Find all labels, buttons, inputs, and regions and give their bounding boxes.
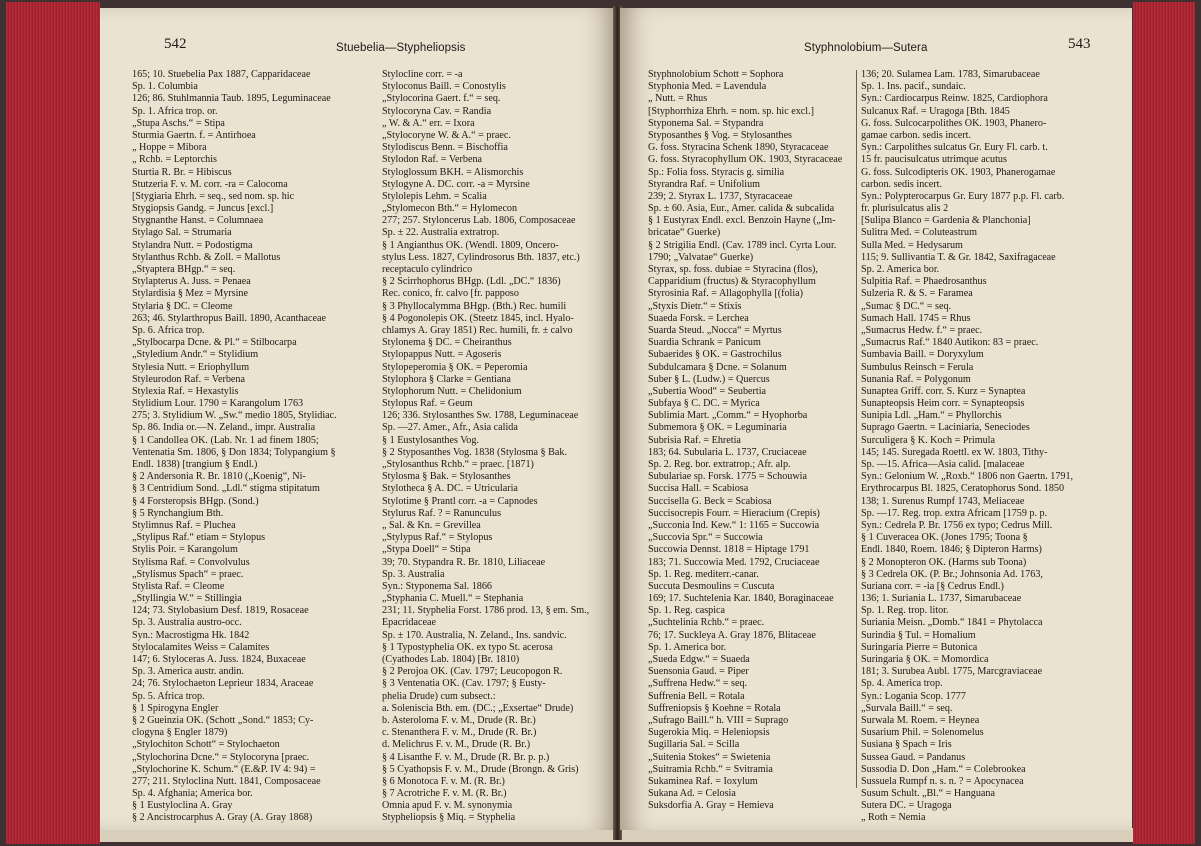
entry-line: § 1 Typostyphelia OK. ex typo St. acerosa [382, 641, 553, 653]
entry-line: Styleurodon Raf. = Verbena [132, 373, 245, 385]
entry-line: Stylopappus Nutt. = Agoseris [382, 349, 502, 361]
entry-line: Sp. ± 60. Asia, Eur., Amer. calida & subcalida [648, 203, 835, 215]
right-column-1 [648, 69, 842, 812]
entry-line: Surwala M. Roem. = Heynea [861, 714, 980, 726]
entry-line: „Subertia Wood“ = Seubertia [648, 385, 767, 397]
entry-line: „Suitenia Stokes“ = Swietenia [648, 751, 771, 763]
entry-line: Stylotime § Prantl corr. -a = Capnodes [382, 495, 538, 507]
entry-line: Omnia apud F. v. M. synonymia [382, 800, 513, 812]
entry-line: receptaculo cylindrico [382, 264, 473, 275]
entry-line: 15 fr. paucisulcatus utrimque acutus [861, 154, 1007, 166]
entry-line: 39; 70. Stypandra R. Br. 1810, Liliaceae [382, 556, 546, 568]
entry-line: [Styphorrhiza Ehrh. = nom. sp. hic excl.] [648, 105, 814, 117]
entry-line: Stylopeperomia § OK. = Peperomia [382, 361, 528, 373]
entry-line: Styrax, sp. foss. dubiae = Styracina (flos), [648, 264, 818, 275]
entry-line: Sunipia Ldl. „Ham.“ = Phyllorchis [861, 410, 1002, 422]
entry-line: Stylotheca § A. DC. = Utricularia [382, 483, 518, 495]
left-page [100, 8, 615, 830]
entry-line: Suringaria Pierre = Butonica [861, 641, 978, 653]
entry-line: „Styllingia W.“ = Stillingia [132, 593, 242, 605]
entry-line: Styrandra Raf. = Unifolium [648, 178, 761, 190]
entry-line: Suriania Meisn. „Domb.“ 1841 = Phytolacca [861, 617, 1043, 629]
entry-line: § 4 Lisanthe F. v. M., Drude (R. Br. p. p.) [382, 751, 550, 763]
right-page [620, 8, 1132, 830]
entry-line: Stylardisia § Mez = Myrsine [132, 288, 248, 300]
entry-line: „Styledium Andr.“ = Stylidium [132, 349, 259, 361]
entry-line: Stylocline corr. = -a [382, 69, 463, 80]
entry-line: Sutera DC. = Uragoga [861, 800, 952, 812]
entry-line: 145; 145. Suregada Roettl. ex W. 1803, Tithy- [861, 446, 1048, 458]
entry-line: Submemora § OK. = Leguminaria [648, 422, 787, 434]
entry-line: Stylaria § DC. = Cleome [132, 300, 233, 312]
entry-line: „Succonia Ind. Kew.“ 1: 1165 = Succowia [648, 519, 820, 531]
entry-line: § 1 Eustyrax Endl. excl. Benzoin Hayne („Im- [648, 215, 836, 227]
entry-line: Stylimnus Raf. = Pluchea [132, 519, 236, 531]
entry-line: Styponema Sal. = Stypandra [648, 117, 764, 129]
entry-line: Sp. 2. America bor. [861, 264, 940, 275]
entry-line: § 2 Ancistrocarphus A. Gray (A. Gray 1868) [132, 812, 313, 824]
entry-line: Styposanthes § Vog. = Stylosanthes [648, 129, 793, 141]
entry-line: 124; 73. Stylobasium Desf. 1819, Rosaceae [132, 605, 309, 617]
entry-line: Styloconus Baill. = Conostylis [382, 81, 506, 93]
entry-line: Sp. 1. Africa trop. or. [132, 105, 218, 117]
entry-line: clogyna § Engler 1879) [132, 727, 228, 739]
entry-line: § 3 Ventenatia OK. (Cav. 1797; § Eusty- [382, 678, 546, 690]
entry-line: „Styaptera BHgp.“ = seq. [132, 264, 236, 275]
entry-line: Suksdorfia A. Gray = Hemieva [648, 800, 774, 812]
entry-line: § 4 Pogonolepis OK. (Steetz 1845, incl. Hyalo- [382, 312, 574, 324]
entry-line: § 1 Eustylosanthes Vog. [382, 434, 479, 446]
entry-line: Sp. ± 22. Australia extratrop. [382, 227, 500, 239]
entry-line: Sumbavia Baill. = Doryxylum [861, 349, 984, 361]
entry-line: Sp. 86. India or.—N. Zeland., impr. Australia [132, 422, 316, 434]
entry-line: Succisa Hall. = Scabiosa [648, 483, 749, 495]
entry-line: Suaeda Forsk. = Lerchea [648, 312, 749, 324]
entry-line: Succuta Desmoulins = Cuscuta [648, 580, 775, 592]
entry-line: § 5 Rynchangium Bth. [132, 507, 224, 519]
entry-line: „Stylochorine K. Schum.“ (E.&P. IV 4: 94) = [132, 763, 316, 775]
entry-line: stylus Less. 1827, Cylindrosorus Bth. 1837, etc.) [382, 251, 580, 263]
entry-line: „Sumacrus Raf.“ 1840 Autikon: 83 = praec. [861, 337, 1039, 349]
entry-line: § 2 Scirrhophorus BHgp. (Ldl. „DC.“ 1836) [382, 276, 561, 288]
entry-line: Sp. —17. Reg. trop. extra Africam [1759 p. p. [861, 507, 1048, 519]
entry-line: Stylandra Nutt. = Podostigma [132, 239, 253, 251]
entry-line: 275; 3. Stylidium W. „Sw.“ medio 1805, Stylidiac. [132, 410, 337, 422]
entry-line: carbon. sedis incert. [861, 178, 942, 190]
page-edges-left [6, 2, 100, 844]
entry-line: Stylosma § Bak. = Stylosanthes [382, 471, 511, 483]
entry-line: Suringaria § OK. = Momordica [861, 654, 989, 665]
entry-line: „Stupa Aschs.“ = Stipa [132, 117, 225, 129]
entry-line: § 1 Eustyloclina A. Gray [132, 800, 233, 812]
entry-line: Sp. ± 170. Australia, N. Zeland., Ins. sandvic. [382, 629, 567, 641]
entry-line: Stylanthus Rchb. & Zoll. = Mallotus [132, 251, 281, 263]
entry-line: Sp. —27. Amer., Afr., Asia calida [382, 422, 518, 434]
entry-line: „Styphania C. Muell.“ = Stephania [382, 593, 524, 605]
entry-line: „Stypa Doell“ = Stipa [382, 544, 471, 556]
entry-line: Sunapteopsis Heim corr. = Synapteopsis [861, 398, 1025, 410]
entry-line: Sulitra Med. = Coluteastrum [861, 227, 977, 239]
entry-line: Sunania Raf. = Polygonum [861, 373, 971, 385]
entry-line: Suprago Gaertn. = Laciniaria, Seneciodes [861, 422, 1030, 434]
entry-line: Styloglossum BKH. = Alismorchis [382, 166, 524, 178]
entry-line: Subrisia Raf. = Ehretia [648, 434, 741, 446]
entry-line: Sp. 1. Reg. mediterr.-canar. [648, 568, 759, 580]
entry-line: Stylisma Raf. = Convolvulus [132, 556, 250, 568]
entry-line: § 1 Cuveracea OK. (Jones 1795; Toona § [861, 532, 1028, 544]
entry-line: Sussea Gaud. = Pandanus [861, 751, 966, 763]
entry-line: Sturtia R. Br. = Hibiscus [132, 166, 232, 178]
entry-line: 136; 1. Suriania L. 1737, Simarubaceae [861, 593, 1022, 605]
entry-line: Sp. 1. Reg. trop. litor. [861, 605, 949, 617]
entry-line: phelia Drude) cum subsect.: [382, 690, 496, 702]
entry-line: Stylidium Lour. 1790 = Karangolum 1763 [132, 398, 304, 410]
entry-line: Surculigera § K. Koch = Primula [861, 434, 995, 446]
entry-line: Syn.: Gelonium W. „Roxb.“ 1806 non Gaertn. 1791, [861, 471, 1074, 483]
entry-line: Stylocalamites Weiss = Calamites [132, 641, 270, 653]
entry-line: Stylocoryna Cav. = Randia [382, 105, 492, 117]
entry-line: „Succovia Spr.“ = Succowia [648, 532, 763, 544]
entry-line: Epacridaceae [382, 617, 436, 629]
entry-line: § 2 Strigilia Endl. (Cav. 1789 incl. Cyrta Lour. [648, 239, 837, 251]
entry-line: 277; 211. Styloclina Nutt. 1841, Composaceae [132, 775, 321, 787]
entry-line: Sukana Ad. = Celosia [648, 788, 736, 800]
entry-line: § 1 Candollea OK. (Lab. Nr. 1 ad finem 1805; [132, 434, 319, 446]
entry-line: fr. plurisulcatus alis 2 [861, 203, 949, 215]
entry-line: c. Stenanthera F. v. M., Drude (R. Br.) [382, 727, 537, 739]
entry-line: d. Melichrus F. v. M., Drude (R. Br.) [382, 739, 531, 751]
entry-line: Stylapterus A. Juss. = Penaea [132, 276, 251, 288]
entry-line: Syn.: Styponema Sal. 1866 [382, 580, 492, 592]
entry-line: Suffreniopsis § Koehne = Rotala [648, 702, 781, 714]
entry-line: „Sumacrus Hedw. f.“ = praec. [861, 324, 983, 336]
entry-line: Styrosinia Raf. = Allagophylla [(folia) [648, 288, 804, 300]
entry-line: „Stylipus Raf.“ etiam = Stylopus [132, 532, 266, 544]
entry-line: Susarium Phil. = Solenomelus [861, 727, 984, 739]
entry-line: chlamys A. Gray 1851) Rec. humili, fr. ± calvo [382, 324, 573, 336]
right-page-number: 543 [1068, 36, 1091, 52]
entry-line: G. foss. Styracina Schenk 1890, Styracaceae [648, 142, 829, 154]
entry-line: Sumbulus Reinsch = Ferula [861, 361, 974, 373]
entry-line: 165; 10. Stuebelia Pax 1887, Capparidaceae [132, 69, 311, 80]
entry-line: Stylophora § Clarke = Gentiana [382, 373, 511, 385]
entry-line: § 7 Acrotriche F. v. M. (R. Br.) [382, 788, 507, 800]
entry-line: Stylodon Raf. = Verbena [382, 154, 483, 166]
left-column-1 [132, 69, 337, 825]
entry-line: Succowia Dennst. 1818 = Hiptage 1791 [648, 544, 810, 556]
entry-line: [Stygiaria Ehrh. = seq., sed nom. sp. hic [132, 190, 295, 202]
entry-line: Stygiopsis Gandg. = Juncus [excl.] [132, 203, 274, 215]
entry-line: „ Sal. & Kn. = Grevillea [382, 519, 481, 531]
entry-line: bricatae“ Guerke) [648, 227, 721, 239]
entry-line: a. Soleniscia Bth. em. (DC.; „Exsertae“ Drude) [382, 702, 574, 714]
entry-line: Sp. 4. Afghania; America bor. [132, 788, 253, 800]
entry-line: Sublimia Mart. „Comm.“ = Hyophorba [648, 410, 808, 422]
entry-line: § 2 Monopteron OK. (Harms sub Toona) [861, 556, 1027, 568]
entry-line: § 1 Spirogyna Engler [132, 702, 219, 714]
entry-line: G. foss. Sulcocarpolithes OK. 1903, Phanero- [861, 117, 1047, 129]
entry-line: § 1 Angianthus OK. (Wendl. 1809, Oncero- [382, 239, 559, 251]
entry-line: Capparidium (fructus) & Styracophyllum [648, 276, 816, 288]
entry-line: Stylonema § DC. = Cheiranthus [382, 337, 512, 349]
entry-line: Erythrocarpus Bl. 1825, Ceratophorus Sond. 1850 [861, 483, 1065, 495]
entry-line: Sulla Med. = Hedysarum [861, 239, 963, 251]
entry-line: „Sumac § DC.“ = seq. [861, 300, 952, 312]
entry-line: „ Rchb. = Leptorchis [132, 154, 217, 166]
entry-line: G. foss. Sulcodipteris OK. 1903, Phanerogamae [861, 166, 1056, 178]
entry-line: Sp. 3. America austr. andin. [132, 666, 244, 678]
entry-line: 277; 257. Styloncerus Lab. 1806, Composaceae [382, 215, 576, 227]
entry-line: Sp. 1. Columbia [132, 81, 198, 93]
entry-line: § 3 Cedrela OK. (P. Br.; Johnsonia Ad. 1763, [861, 568, 1043, 580]
entry-line: Surindia § Tul. = Homalium [861, 629, 976, 641]
entry-line: 126; 336. Stylosanthes Sw. 1788, Leguminaceae [382, 410, 579, 422]
entry-line: § 5 Cyathopsis F. v. M., Drude (Brongn. & Gris) [382, 763, 579, 775]
entry-line: Suber § L. (Ludw.) = Quercus [648, 373, 770, 385]
entry-line: Stylophorum Nutt. = Chelidonium [382, 385, 522, 397]
entry-line: „Stylbocarpa Dcne. & Pl.“ = Stilbocarpa [132, 337, 297, 349]
entry-line: Sp. 1. Reg. caspica [648, 605, 726, 617]
entry-line: Suriana corr. = -ia [§ Cedrus Endl.) [861, 580, 1004, 592]
entry-line: § 6 Monotoca F. v. M. (R. Br.) [382, 775, 505, 787]
entry-line: Syn.: Cardiocarpus Reinw. 1825, Cardiophora [861, 93, 1048, 105]
entry-line: Suarda Steud. „Nocca“ = Myrtus [648, 324, 782, 336]
entry-line: Susum Schult. „Bl.“ = Hanguana [861, 788, 995, 800]
entry-line: [Sulipa Blanco = Gardenia & Planchonia] [861, 215, 1031, 227]
entry-line: Syn.: Carpolithes sulcatus Gr. Eury Fl. carb. t. [861, 142, 1048, 154]
entry-line: Sugillaria Sal. = Scilla [648, 739, 740, 751]
entry-line: „Styxis Dietr.“ = Stixis [648, 300, 742, 312]
entry-line: Sp. —15. Africa—Asia calid. [malaceae [861, 459, 1025, 470]
entry-line: Suffrenia Bell. = Rotala [648, 690, 745, 702]
entry-line: Sp. 1. Ins. pacif., sundaic. [861, 81, 966, 93]
entry-line: „Stylypus Raf.“ = Stylopus [382, 532, 493, 544]
entry-line: Sussuela Rumpf n. s. n. ? = Apocynacea [861, 775, 1024, 787]
entry-line: 1790; „Valvatae“ Guerke) [648, 251, 754, 263]
entry-line: § 3 Phyllocalymma BHgp. (Bth.) Rec. humili [382, 300, 567, 312]
entry-line: 183; 64. Subularia L. 1737, Cruciaceae [648, 446, 807, 458]
page-edges-right [1133, 2, 1195, 844]
entry-line: 76; 17. Suckleya A. Gray 1876, Blitaceae [648, 629, 816, 641]
entry-line: Stylesia Nutt. = Eriophyllum [132, 361, 250, 373]
entry-line: Sp. 2. Reg. bor. extratrop.; Afr. alp. [648, 459, 791, 470]
entry-line: Stylis Poir. = Karangolum [132, 544, 238, 556]
entry-line: Styphnolobium Schott = Sophora [648, 69, 784, 80]
entry-line: Sulpitia Raf. = Phaedrosanthus [861, 276, 987, 288]
entry-line: Styphonia Med. = Lavendula [648, 81, 767, 93]
entry-line: Subulariae sp. Forsk. 1775 = Schouwia [648, 471, 807, 483]
entry-line: Stylodiscus Benn. = Bischoffia [382, 142, 508, 154]
entry-line: § 2 Gueinzia OK. (Schott „Sond.“ 1853; Cy- [132, 714, 314, 726]
entry-line: „Suchtelinia Rchb.“ = praec. [648, 617, 765, 629]
entry-line: „Stylochorina Dcne.“ = Stylocoryna [praec. [132, 751, 310, 763]
entry-line: Sturmia Gaertn. f. = Antirhoea [132, 129, 256, 141]
entry-line: Syn.: Polypterocarpus Gr. Eury 1877 p.p. Fl. carb. [861, 190, 1065, 202]
entry-line: Stypheliopsis § Miq. = Styphelia [382, 812, 516, 824]
entry-line: Sp. 1. America bor. [648, 641, 727, 653]
entry-line: „Suitramia Rchb.“ = Svitramia [648, 763, 773, 775]
entry-line: Endl. 1840, Roem. 1846; § Dipteron Harms) [861, 544, 1042, 556]
entry-line: G. foss. Styracophyllum OK. 1903, Styracaceae [648, 154, 843, 166]
entry-line: Sunaptea Griff. corr. S. Kurz = Synaptea [861, 385, 1026, 397]
entry-line: 181; 3. Surubea Aubl. 1775, Marcgraviaceae [861, 666, 1043, 678]
entry-line: Sulcanux Raf. = Uragoga [Bth. 1845 [861, 105, 1010, 117]
entry-line: „Stylochiton Schott“ = Stylochaeton [132, 739, 280, 751]
entry-line: Stylurus Raf. ? = Ranunculus [382, 507, 502, 519]
entry-line: Syn.: Macrostigma Hk. 1842 [132, 629, 250, 641]
entry-line: „Survala Baill.“ = seq. [861, 702, 953, 714]
entry-line: Stylolepis Lehm. = Scalia [382, 190, 487, 202]
entry-line: Rec. conico, fr. calvo [fr. papposo [382, 288, 519, 300]
entry-line: Sumach Hall. 1745 = Rhus [861, 312, 971, 324]
entry-line: Endl. 1838) [trangium § Endl.) [132, 459, 258, 470]
entry-line: § 4 Forsteropsis BHgp. (Sond.) [132, 495, 259, 507]
entry-line: Subfaya § C. DC. = Myrica [648, 398, 760, 410]
entry-line: 126; 86. Stuhlmannia Taub. 1895, Leguminaceae [132, 93, 331, 105]
left-column-2 [382, 69, 589, 825]
entry-line: „ W. & A.“ err. = Ixora [382, 117, 475, 129]
entry-line: Subdulcamara § Dcne. = Solanum [648, 361, 787, 373]
entry-line: 169; 17. Suchtelenia Kar. 1840, Boraginaceae [648, 593, 834, 605]
entry-line: 136; 20. Sulamea Lam. 1783, Simarubaceae [861, 69, 1040, 80]
right-running-head: Styphnolobium—Sutera [804, 42, 928, 54]
entry-line: Sp. 3. Australia [382, 568, 445, 580]
entry-line: Stylago Sal. = Strumaria [132, 227, 232, 239]
entry-line: 24; 76. Stylochaeton Leprieur 1834, Araceae [132, 678, 314, 690]
entry-line: Stylogyne A. DC. corr. -a = Myrsine [382, 178, 530, 190]
entry-line: Sp. 5. Africa trop. [132, 690, 205, 702]
entry-line: Suardia Schrank = Panicum [648, 337, 761, 349]
entry-line: 138; 1. Surenus Rumpf 1743, Meliaceae [861, 495, 1025, 507]
entry-line: „Suffrena Hedw.“ = seq. [648, 678, 748, 690]
entry-line: (Cyathodes Lab. 1804) [Br. 1810) [382, 654, 520, 665]
entry-line: 263; 46. Stylarthropus Baill. 1890, Acanthaceae [132, 312, 327, 324]
entry-line: Suensonia Gaud. = Piper [648, 666, 749, 678]
entry-line: Stylopus Raf. = Geum [382, 398, 473, 410]
entry-line: Stygnanthe Hanst. = Columnaea [132, 215, 264, 227]
entry-line: Sulzeria R. & S. = Faramea [861, 288, 973, 300]
entry-line: § 2 Andersonia R. Br. 1810 („Koenig“, Ni- [132, 471, 306, 483]
entry-line: 115; 9. Sullivantia T. & Gr. 1842, Saxifragaceae [861, 251, 1056, 263]
entry-line: Stylista Raf. = Cleome [132, 580, 225, 592]
entry-line: Sp. 3. Australia austro-occ. [132, 617, 242, 629]
left-running-head: Stuebelia—Stypheliopsis [336, 42, 466, 54]
entry-line: Succisocrepis Fourr. = Hieracium (Crepis) [648, 507, 820, 519]
entry-line: „ Roth = Nemia [861, 812, 926, 824]
entry-line: „ Nutt. = Rhus [648, 93, 708, 105]
entry-line: Sp. 4. America trop. [861, 678, 943, 690]
entry-line: Susiana § Spach = Iris [861, 739, 952, 751]
entry-line: Sukaminea Raf. = Ioxylum [648, 775, 758, 787]
entry-line: „Stylosanthus Rchb.“ = praec. [1871) [382, 459, 534, 470]
entry-line: Stutzeria F. v. M. corr. -ra = Calocoma [132, 178, 288, 190]
entry-line: b. Asteroloma F. v. M., Drude (R. Br.) [382, 714, 536, 726]
entry-line: „Stylismus Spach“ = praec. [132, 568, 244, 580]
entry-line: 239; 2. Styrax L. 1737, Styracaceae [648, 190, 793, 202]
entry-line: 231; 11. Styphelia Forst. 1786 prod. 13, § em. Sm., [382, 605, 590, 617]
left-page-number: 542 [164, 36, 187, 52]
column-rule [856, 70, 857, 788]
entry-line: 147; 6. Styloceras A. Juss. 1824, Buxaceae [132, 654, 306, 665]
entry-line: Stylexia Raf. = Hexastylis [132, 385, 239, 397]
entry-line: § 3 Centridium Sond. „Ldl.“ stigma stipitatum [132, 483, 320, 495]
entry-line: Sp.: Folia foss. Styracis g. similia [648, 166, 785, 178]
entry-line: 183; 71. Succowia Med. 1792, Cruciaceae [648, 556, 820, 568]
entry-line: Succisella G. Beck = Scabiosa [648, 495, 772, 507]
right-column-2 [861, 69, 1073, 825]
entry-line: § 2 Perojoa OK. (Cav. 1797; Leucopogon R. [382, 666, 563, 678]
entry-line: § 2 Styposanthes Vog. 1838 (Stylosma § Bak. [382, 446, 567, 458]
entry-line: „Stylomecon Bth.“ = Hylomecon [382, 203, 518, 215]
entry-line: „Stylocorina Gaert. f.“ = seq. [382, 93, 501, 105]
entry-line: Syn.: Cedrela P. Br. 1756 ex typo; Cedrus Mill. [861, 519, 1053, 531]
entry-line: „Sueda Edgw.“ = Suaeda [648, 654, 750, 665]
entry-line: Syn.: Logania Scop. 1777 [861, 690, 966, 702]
entry-line: Sugerokia Miq. = Heleniopsis [648, 727, 770, 739]
entry-line: „Stylocoryne W. & A.“ = praec. [382, 129, 511, 141]
entry-line: Sussodia D. Don „Ham.“ = Colebrookea [861, 763, 1026, 775]
entry-line: Sp. 6. Africa trop. [132, 324, 205, 336]
entry-line: gamae carbon. sedis incert. [861, 129, 971, 141]
entry-line: Ventenatia Sm. 1806, § Don 1834; Tolypangium § [132, 446, 336, 458]
entry-line: „ Hoppe = Mibora [132, 142, 207, 154]
entry-line: „Sufrago Baill.“ h. VIII = Suprago [648, 714, 789, 726]
entry-line: Subaerides § OK. = Gastrochilus [648, 349, 782, 361]
